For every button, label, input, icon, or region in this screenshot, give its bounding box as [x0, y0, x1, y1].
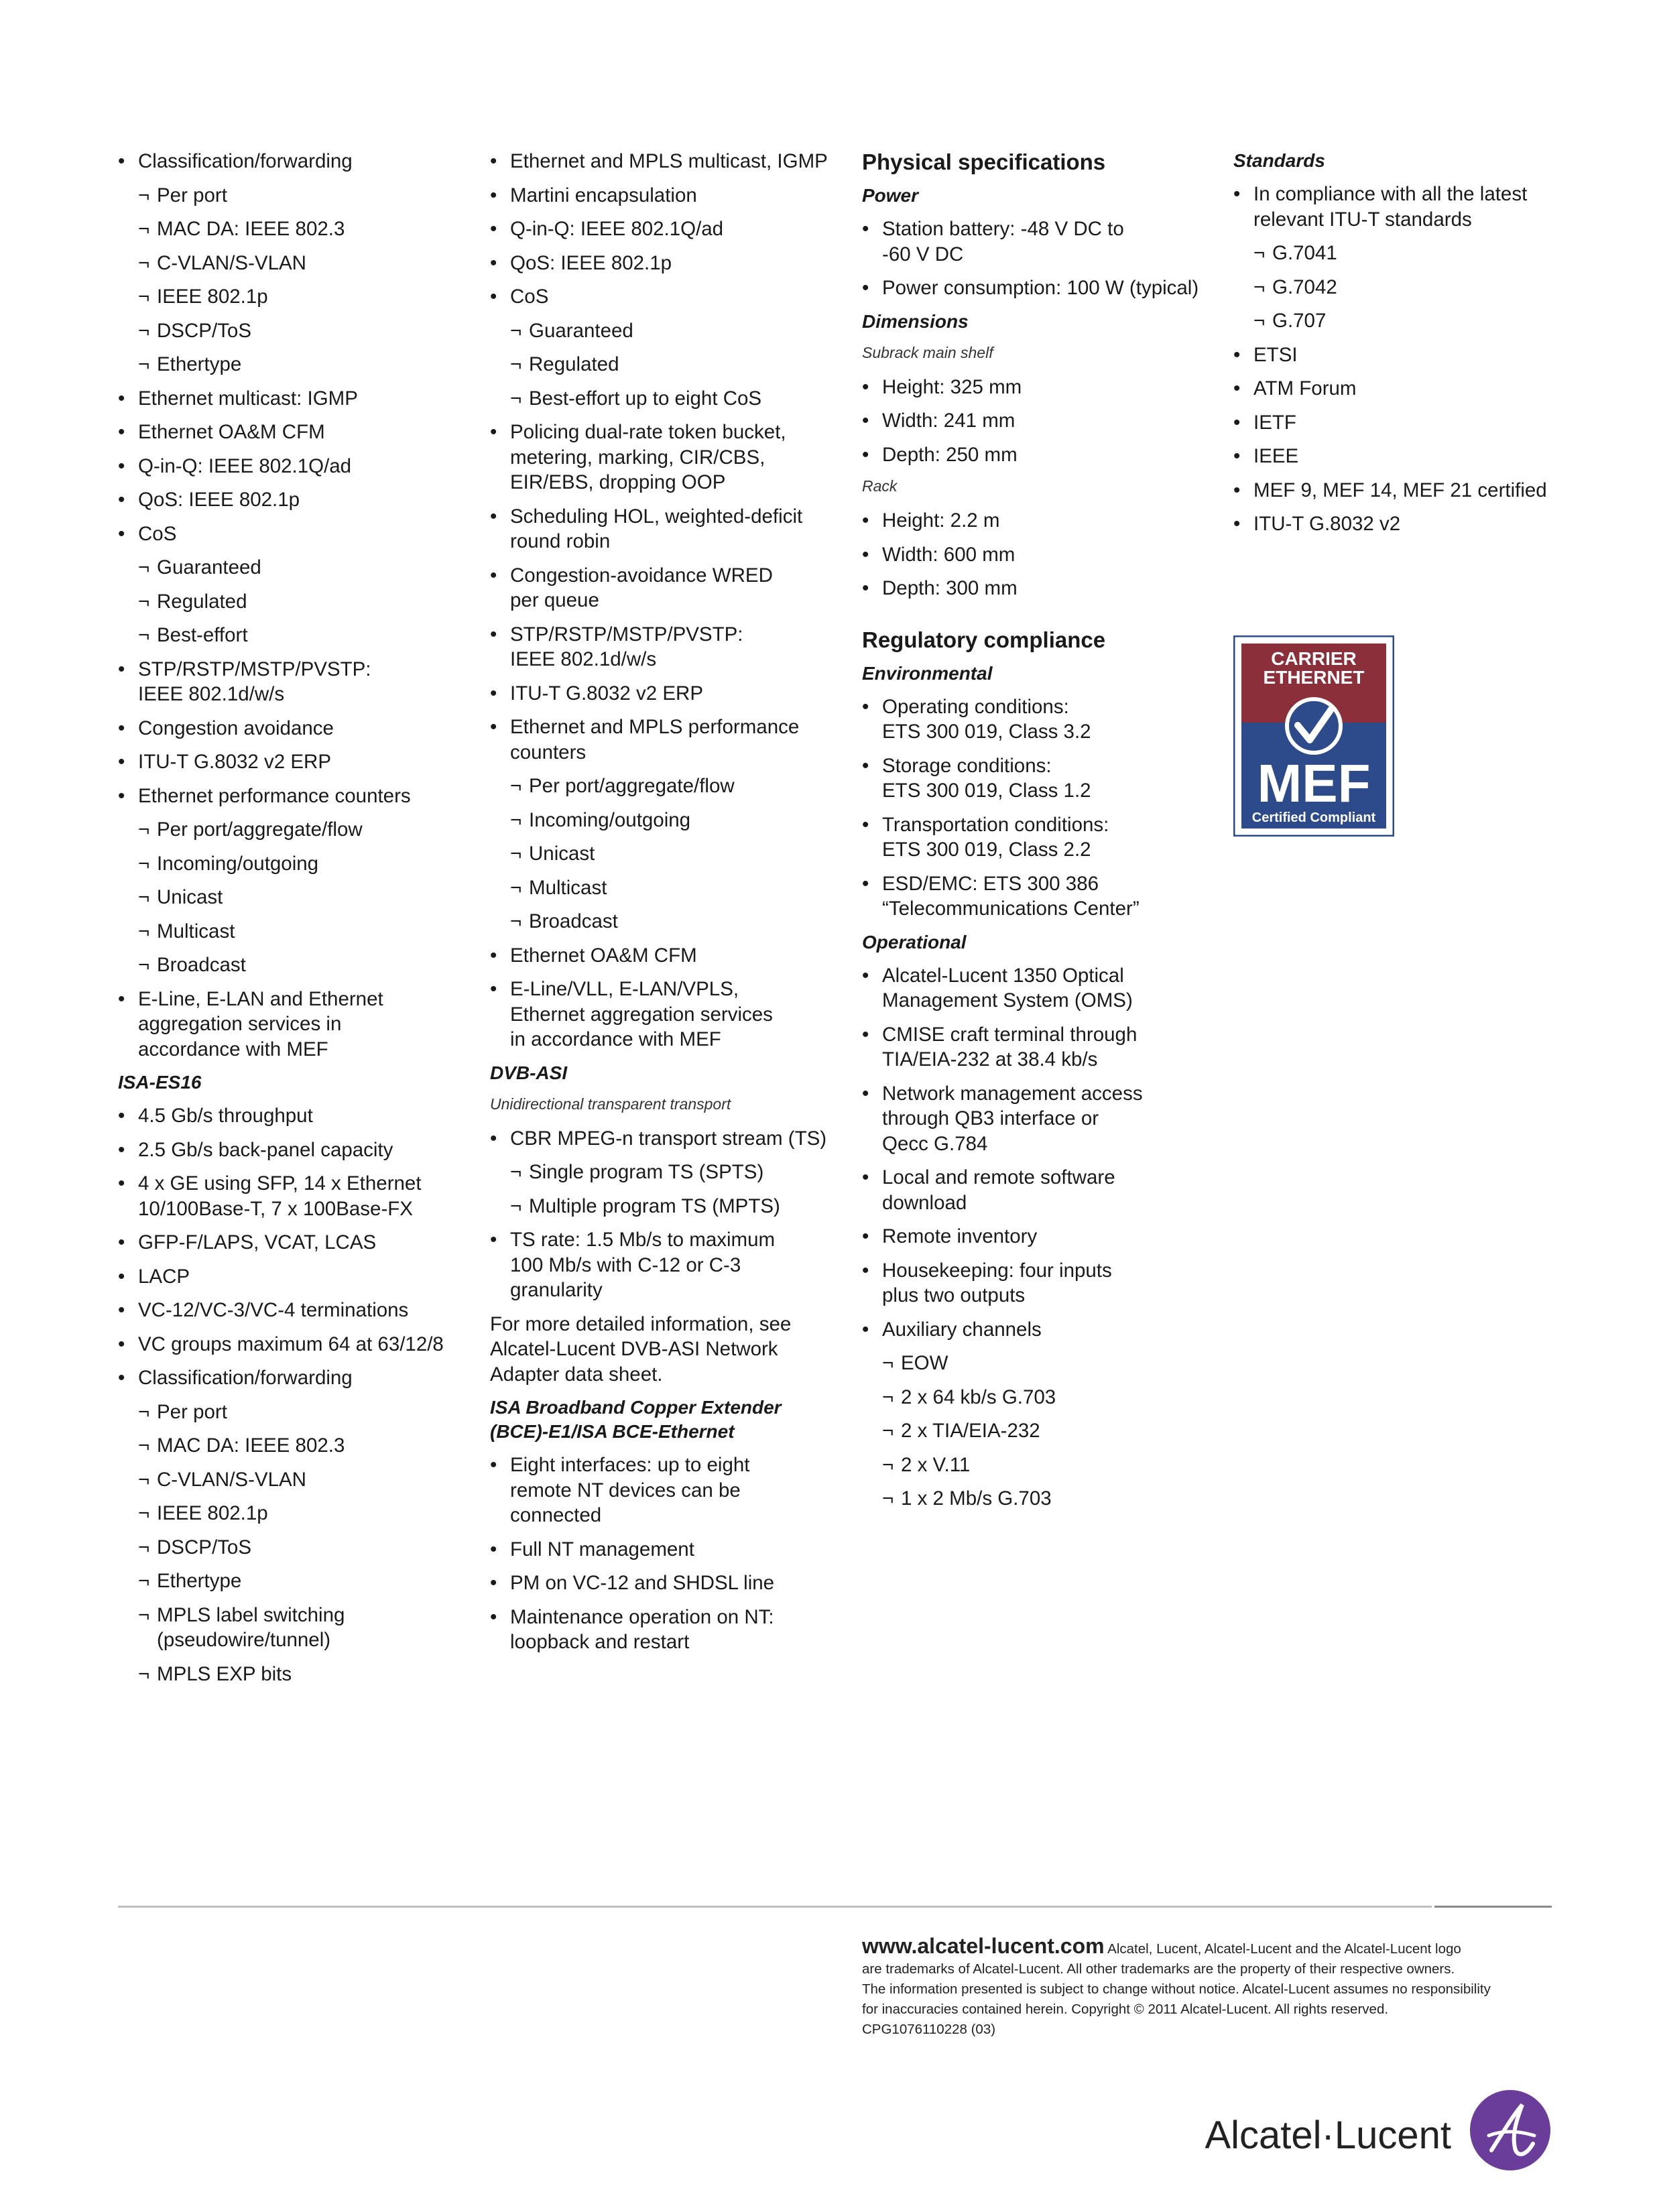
sub-bullet-item: ¬ Multicast	[118, 919, 480, 944]
subsection-heading: ISA Broadband Copper Extender (BCE)-E1/ISA BCE-Ethernet	[490, 1397, 782, 1442]
sub-bullet-item: ¬ IEEE 802.1p	[118, 284, 480, 310]
subsection-caption: Unidirectional transparent transport	[490, 1095, 731, 1113]
bullet-item: • LACP	[118, 1264, 480, 1290]
bullet-item: • Remote inventory	[862, 1224, 1224, 1249]
bullet-item: • E-Line/VLL, E-LAN/VPLS, Ethernet aggregation services in accordance with MEF	[490, 977, 852, 1052]
bullet-item: • IEEE	[1233, 444, 1595, 469]
alcatel-lucent-logo-icon	[1469, 2089, 1552, 2172]
spec-column-3	[862, 149, 1224, 1520]
subsection-heading: Power	[862, 185, 919, 206]
sub-bullet-item: ¬ 1 x 2 Mb/s G.703	[862, 1486, 1224, 1512]
bullet-item: • Width: 600 mm	[862, 542, 1224, 568]
bullet-item: • Q-in-Q: IEEE 802.1Q/ad	[490, 217, 852, 242]
legal-line-4: for inaccuracies contained herein. Copyright © 2011 Alcatel-Lucent. All rights reserved.	[862, 2002, 1389, 2017]
subsection-heading: Environmental	[862, 662, 993, 684]
bullet-item: • Classification/forwarding	[118, 1365, 480, 1391]
bullet-item: • Power consumption: 100 W (typical)	[862, 275, 1224, 301]
bullet-item: • QoS: IEEE 802.1p	[118, 487, 480, 513]
sub-bullet-item: ¬ Regulated	[118, 589, 480, 615]
bullet-item: • IETF	[1233, 410, 1595, 436]
bullet-item: • GFP-F/LAPS, VCAT, LCAS	[118, 1230, 480, 1255]
bullet-item: • PM on VC-12 and SHDSL line	[490, 1571, 852, 1596]
mef-certified-badge	[1233, 635, 1394, 837]
bullet-item: • ETSI	[1233, 343, 1595, 368]
sub-bullet-item: ¬ Ethertype	[118, 1569, 480, 1594]
subsection-heading: ISA-ES16	[118, 1072, 202, 1093]
bullet-item: • CBR MPEG-n transport stream (TS)	[490, 1126, 852, 1152]
spec-column-2	[490, 149, 852, 1664]
bullet-item: • Alcatel-Lucent 1350 Optical Management System (OMS)	[862, 963, 1224, 1013]
bullet-item: • ITU-T G.8032 v2 ERP	[490, 681, 852, 706]
bullet-item: • Network management access through QB3 interface or Qecc G.784	[862, 1081, 1224, 1157]
sub-bullet-item: ¬ Broadcast	[490, 909, 852, 934]
bullet-item: • ATM Forum	[1233, 376, 1595, 402]
brand-lockup	[1176, 2089, 1552, 2172]
sub-bullet-item: ¬ Guaranteed	[118, 555, 480, 580]
sub-bullet-item: ¬ G.7042	[1233, 275, 1595, 300]
legal-line-1: Alcatel, Lucent, Alcatel-Lucent and the Alcatel-Lucent logo	[1107, 1941, 1461, 1957]
sub-bullet-item: ¬ Per port	[118, 183, 480, 208]
sub-bullet-item: ¬ Per port/aggregate/flow	[118, 817, 480, 843]
bullet-item: • STP/RSTP/MSTP/PVSTP: IEEE 802.1d/w/s	[490, 622, 852, 672]
bullet-item: • Ethernet OA&M CFM	[118, 420, 480, 445]
sub-bullet-item: ¬ Best-effort up to eight CoS	[490, 386, 852, 412]
bullet-item: • E-Line, E-LAN and Ethernet aggregation services in accordance with MEF	[118, 987, 480, 1062]
sub-bullet-item: ¬ MPLS label switching (pseudowire/tunnel)	[118, 1603, 480, 1653]
sub-bullet-item: ¬ Single program TS (SPTS)	[490, 1160, 852, 1185]
spec-column-4	[1233, 149, 1595, 546]
sub-bullet-item: ¬ DSCP/ToS	[118, 1535, 480, 1560]
bullet-item: • In compliance with all the latest relevant ITU-T standards	[1233, 182, 1595, 232]
sub-bullet-item: ¬ 2 x TIA/EIA-232	[862, 1418, 1224, 1444]
legal-line-2: are trademarks of Alcatel-Lucent. All other trademarks are the property of their respective owners.	[862, 1961, 1455, 1977]
subsection-caption: Rack	[862, 477, 898, 495]
bullet-item: • Width: 241 mm	[862, 408, 1224, 434]
sub-bullet-item: ¬ Regulated	[490, 352, 852, 377]
bullet-item: • STP/RSTP/MSTP/PVSTP: IEEE 802.1d/w/s	[118, 657, 480, 707]
bullet-item: • Station battery: -48 V DC to -60 V DC	[862, 217, 1224, 267]
bullet-item: • Congestion avoidance	[118, 716, 480, 741]
bullet-item: • QoS: IEEE 802.1p	[490, 251, 852, 276]
bullet-item: • Depth: 300 mm	[862, 576, 1224, 601]
bullet-item: • Martini encapsulation	[490, 183, 852, 208]
bullet-item: • Full NT management	[490, 1537, 852, 1562]
bullet-item: • Operating conditions: ETS 300 019, Class 3.2	[862, 694, 1224, 745]
sub-bullet-item: ¬ Multiple program TS (MPTS)	[490, 1194, 852, 1219]
subsection-heading: Standards	[1233, 150, 1325, 171]
bullet-item: • 4 x GE using SFP, 14 x Ethernet 10/100Base-T, 7 x 100Base-FX	[118, 1171, 480, 1221]
sub-bullet-item: ¬ Per port/aggregate/flow	[490, 774, 852, 799]
sub-bullet-item: ¬ Per port	[118, 1400, 480, 1425]
paragraph: For more detailed information, see Alcatel-Lucent DVB-ASI Network Adapter data sheet.	[490, 1312, 792, 1386]
bullet-item: • 4.5 Gb/s throughput	[118, 1103, 480, 1129]
footer-divider-accent	[1434, 1906, 1552, 1908]
bullet-item: • ITU-T G.8032 v2	[1233, 511, 1595, 537]
sub-bullet-item: ¬ Guaranteed	[490, 318, 852, 344]
footer-legal-text	[862, 1936, 1552, 2040]
sub-bullet-item: ¬ IEEE 802.1p	[118, 1501, 480, 1526]
sub-bullet-item: ¬ C-VLAN/S-VLAN	[118, 251, 480, 276]
bullet-item: • Ethernet and MPLS performance counters	[490, 715, 852, 765]
bullet-item: • Housekeeping: four inputs plus two outputs	[862, 1258, 1224, 1308]
bullet-item: • MEF 9, MEF 14, MEF 21 certified	[1233, 478, 1595, 503]
bullet-item: • Local and remote software download	[862, 1165, 1224, 1215]
subsection-caption: Subrack main shelf	[862, 343, 993, 361]
bullet-item: • VC-12/VC-3/VC-4 terminations	[118, 1298, 480, 1323]
bullet-item: • Q-in-Q: IEEE 802.1Q/ad	[118, 454, 480, 479]
bullet-item: • Ethernet OA&M CFM	[490, 943, 852, 969]
bullet-item: • Ethernet performance counters	[118, 784, 480, 809]
brand-wordmark: Alcatel·Lucent	[1205, 2113, 1451, 2157]
sub-bullet-item: ¬ Incoming/outgoing	[118, 851, 480, 877]
bullet-item: • Storage conditions: ETS 300 019, Class 1.2	[862, 753, 1224, 804]
sub-bullet-item: ¬ G.7041	[1233, 241, 1595, 266]
bullet-item: • Depth: 250 mm	[862, 442, 1224, 468]
sub-bullet-item: ¬ DSCP/ToS	[118, 318, 480, 344]
sub-bullet-item: ¬ Unicast	[490, 841, 852, 867]
bullet-item: • Maintenance operation on NT: loopback and restart	[490, 1605, 852, 1655]
spec-column-1	[118, 149, 480, 1695]
bullet-item: • Eight interfaces: up to eight remote NT devices can be connected	[490, 1453, 852, 1528]
sub-bullet-item: ¬ Incoming/outgoing	[490, 808, 852, 833]
bullet-item: • Scheduling HOL, weighted-deficit round robin	[490, 504, 852, 554]
legal-line-5: CPG1076110228 (03)	[862, 2022, 996, 2037]
sub-bullet-item: ¬ Best-effort	[118, 623, 480, 648]
sub-bullet-item: ¬ MPLS EXP bits	[118, 1662, 480, 1687]
bullet-item: • ITU-T G.8032 v2 ERP	[118, 749, 480, 775]
bullet-item: • Height: 325 mm	[862, 375, 1224, 400]
bullet-item: • CoS	[490, 284, 852, 310]
sub-bullet-item: ¬ Broadcast	[118, 953, 480, 978]
bullet-item: • 2.5 Gb/s back-panel capacity	[118, 1138, 480, 1163]
bullet-item: • Congestion-avoidance WRED per queue	[490, 563, 852, 613]
bullet-item: • Ethernet and MPLS multicast, IGMP	[490, 149, 852, 174]
badge-line2: ETHERNET	[1263, 667, 1365, 688]
subsection-heading: DVB-ASI	[490, 1062, 568, 1083]
section-heading: Physical specifications	[862, 149, 1106, 174]
subsection-heading: Operational	[862, 931, 967, 953]
section-heading: Regulatory compliance	[862, 627, 1106, 652]
footer-divider	[118, 1906, 1432, 1908]
sub-bullet-item: ¬ Ethertype	[118, 352, 480, 377]
bullet-item: • CoS	[118, 521, 480, 547]
badge-line1: CARRIER	[1271, 648, 1357, 669]
sub-bullet-item: ¬ MAC DA: IEEE 802.3	[118, 217, 480, 242]
sub-bullet-item: ¬ C-VLAN/S-VLAN	[118, 1467, 480, 1493]
bullet-item: • CMISE craft terminal through TIA/EIA-232 at 38.4 kb/s	[862, 1022, 1224, 1072]
sub-bullet-item: ¬ Unicast	[118, 885, 480, 910]
bullet-item: • Height: 2.2 m	[862, 508, 1224, 534]
bullet-item: • Transportation conditions: ETS 300 019, Class 2.2	[862, 812, 1224, 863]
bullet-item: • Policing dual-rate token bucket, metering, marking, CIR/CBS, EIR/EBS, dropping OOP	[490, 420, 852, 495]
bullet-item: • Classification/forwarding	[118, 149, 480, 174]
website-link[interactable]: www.alcatel-lucent.com	[862, 1934, 1105, 1958]
bullet-item: • TS rate: 1.5 Mb/s to maximum 100 Mb/s with C-12 or C-3 granularity	[490, 1227, 852, 1303]
bullet-item: • VC groups maximum 64 at 63/12/8	[118, 1332, 480, 1357]
sub-bullet-item: ¬ Multicast	[490, 875, 852, 901]
subsection-heading: Dimensions	[862, 310, 969, 332]
bullet-item: • Ethernet multicast: IGMP	[118, 386, 480, 412]
sub-bullet-item: ¬ G.707	[1233, 308, 1595, 334]
badge-brand: MEF	[1257, 753, 1371, 813]
sub-bullet-item: ¬ MAC DA: IEEE 802.3	[118, 1433, 480, 1459]
bullet-item: • ESD/EMC: ETS 300 386 “Telecommunications Center”	[862, 871, 1224, 922]
sub-bullet-item: ¬ EOW	[862, 1351, 1224, 1376]
bullet-item: • Auxiliary channels	[862, 1317, 1224, 1343]
sub-bullet-item: ¬ 2 x V.11	[862, 1453, 1224, 1478]
legal-line-3: The information presented is subject to change without notice. Alcatel-Lucent assumes no responsibility	[862, 1981, 1491, 1997]
sub-bullet-item: ¬ 2 x 64 kb/s G.703	[862, 1385, 1224, 1410]
badge-caption: Certified Compliant	[1251, 810, 1376, 825]
